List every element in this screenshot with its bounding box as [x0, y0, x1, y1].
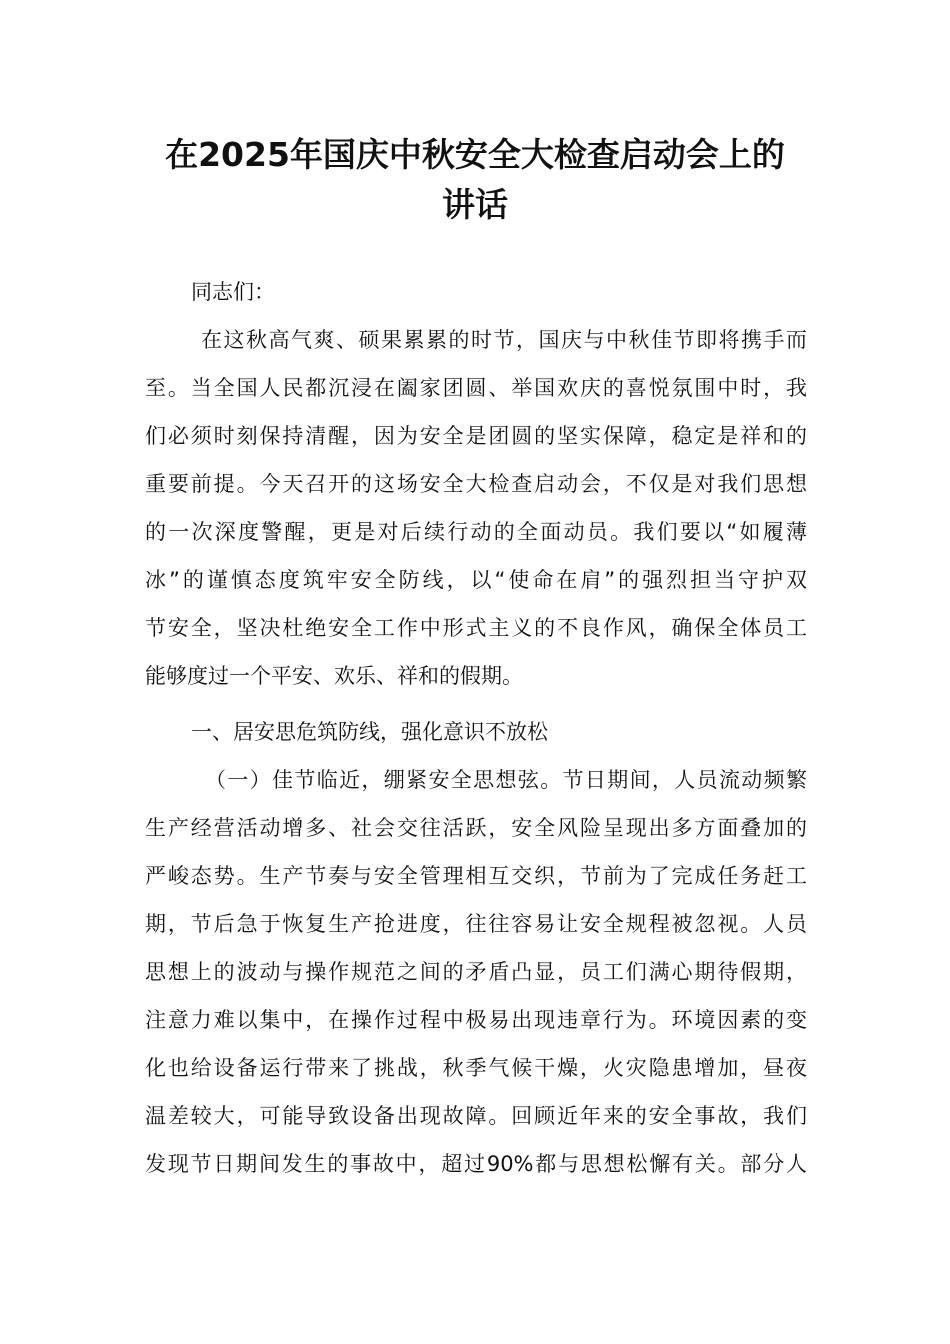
para1-line: 们必须时刻保持清醒，因为安全是团圆的坚实保障，稳定是祥和的 [145, 424, 807, 448]
salutation: 同志们： [191, 280, 275, 304]
document-title-line-1: 在2025年国庆中秋安全大检查启动会上的 [165, 135, 785, 174]
para1-line: 节安全，坚决杜绝安全工作中形式主义的不良作风，确保全体员工 [145, 616, 807, 640]
para1-line: 的一次深度警醒，更是对后续行动的全面动员。我们要以“如履薄 [145, 520, 807, 544]
section-heading-1: 一、居安思危筑防线，强化意识不放松 [191, 720, 548, 744]
document-title-line-2: 讲话 [442, 185, 508, 224]
para1-line: 能够度过一个平安、欢乐、祥和的假期。 [145, 664, 523, 688]
para2-line: （一）佳节临近，绷紧安全思想弦。节日期间，人员流动频繁 [205, 768, 807, 792]
para2-line: 生产经营活动增多、社会交往活跃，安全风险呈现出多方面叠加的 [145, 816, 807, 840]
para2-line: 温差较大，可能导致设备出现故障。回顾近年来的安全事故，我们 [145, 1104, 807, 1128]
para2-line: 注意力难以集中，在操作过程中极易出现违章行为。环境因素的变 [145, 1008, 807, 1032]
para1-line: 在这秋高气爽、硕果累累的时节，国庆与中秋佳节即将携手而 [201, 328, 807, 352]
document-body [145, 268, 807, 1188]
para2-line: 期，节后急于恢复生产抢进度，往往容易让安全规程被忽视。人员 [145, 912, 807, 936]
para1-line: 至。当全国人民都沉浸在阖家团圆、举国欢庆的喜悦氛围中时，我 [145, 376, 807, 400]
para1-line: 冰”的谨慎态度筑牢安全防线，以“使命在肩”的强烈担当守护双 [145, 568, 807, 592]
para1-line: 重要前提。今天召开的这场安全大检查启动会，不仅是对我们思想 [145, 472, 807, 496]
para2-line: 思想上的波动与操作规范之间的矛盾凸显，员工们满心期待假期， [145, 960, 807, 984]
para2-line: 严峻态势。生产节奏与安全管理相互交织，节前为了完成任务赶工 [145, 864, 807, 888]
para2-line: 发现节日期间发生的事故中，超过90%都与思想松懈有关。部分人 [145, 1152, 807, 1176]
para2-line: 化也给设备运行带来了挑战，秋季气候干燥，火灾隐患增加，昼夜 [145, 1056, 807, 1080]
